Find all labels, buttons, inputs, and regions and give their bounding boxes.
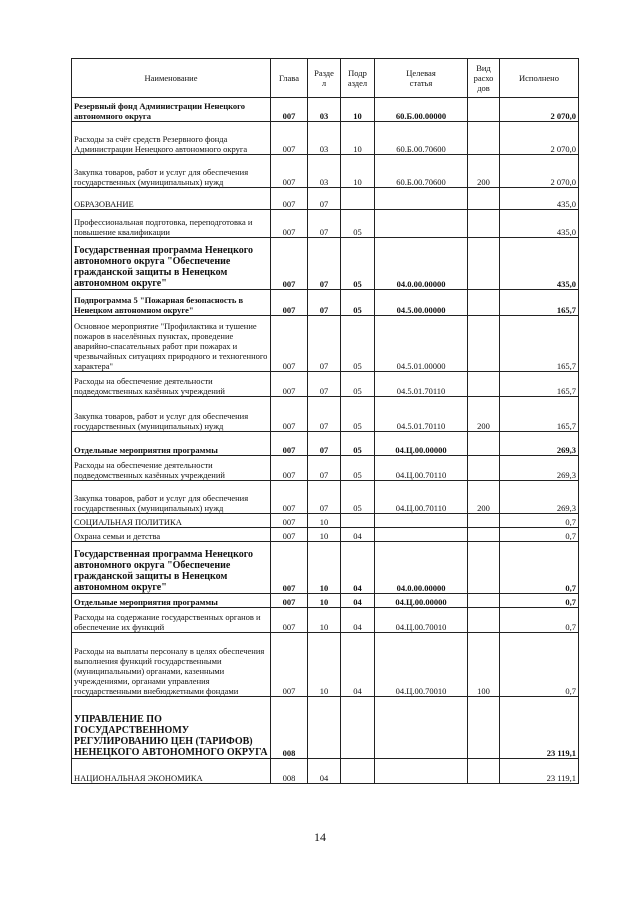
row-amount-cell: 23 119,1 (500, 759, 579, 784)
row-name-cell: УПРАВЛЕНИЕ ПО ГОСУДАРСТВЕННОМУ РЕГУЛИРОВАНИЮ ЦЕН (ТАРИФОВ) НЕНЕЦКОГО АВТОНОМНОГО ОКРУГА (72, 697, 271, 759)
row-statya-cell: 04.Ц.00.70010 (375, 608, 468, 633)
row-razdel-cell: 07 (308, 290, 341, 316)
table-row (72, 481, 579, 514)
row-podrazdel-cell: 04 (341, 594, 375, 608)
row-amount-cell: 435,0 (500, 188, 579, 210)
row-name-cell: Государственная программа Ненецкого автономного округа "Обеспечение гражданской защиты в Ненецком автономном округе" (72, 542, 271, 594)
table-row (72, 155, 579, 188)
row-podrazdel-cell: 05 (341, 397, 375, 432)
row-podrazdel-cell (341, 514, 375, 528)
row-name-cell: Основное мероприятие "Профилактика и тушение пожаров в населённых пунктах, проведение аварийно-спасательных работ при пожарах и чрезвычайных ситуациях природного и техногенного характера" (72, 316, 271, 372)
table-row (72, 633, 579, 697)
row-razdel-cell: 04 (308, 759, 341, 784)
row-podrazdel-cell: 05 (341, 210, 375, 238)
row-statya-cell: 04.Ц.00.00000 (375, 594, 468, 608)
row-name-cell: Расходы за счёт средств Резервного фонда Администрации Ненецкого автономного округа (72, 122, 271, 155)
row-glava-cell: 007 (271, 122, 308, 155)
row-statya-cell (375, 188, 468, 210)
header-glava: Глава (271, 59, 308, 98)
row-amount-cell: 165,7 (500, 290, 579, 316)
row-glava-cell: 007 (271, 542, 308, 594)
row-razdel-cell: 07 (308, 432, 341, 456)
table-body (72, 98, 579, 784)
row-vid-cell (468, 290, 500, 316)
row-vid-cell (468, 594, 500, 608)
row-name-cell: Расходы на обеспечение деятельности подведомственных казённых учреждений (72, 456, 271, 481)
row-amount-cell: 435,0 (500, 238, 579, 290)
row-amount-cell: 269,3 (500, 481, 579, 514)
row-statya-cell: 04.0.00.00000 (375, 542, 468, 594)
row-vid-cell (468, 697, 500, 759)
row-razdel-cell: 03 (308, 98, 341, 122)
budget-table (71, 58, 579, 784)
row-vid-cell (468, 542, 500, 594)
row-name-cell: Охрана семьи и детства (72, 528, 271, 542)
row-name-cell: Расходы на обеспечение деятельности подведомственных казённых учреждений (72, 372, 271, 397)
row-razdel-cell: 03 (308, 155, 341, 188)
row-amount-cell: 435,0 (500, 210, 579, 238)
row-podrazdel-cell (341, 759, 375, 784)
table-row (72, 542, 579, 594)
row-name-cell: Отдельные мероприятия программы (72, 594, 271, 608)
row-podrazdel-cell: 04 (341, 633, 375, 697)
header-razdel: Разде л (308, 59, 341, 98)
table-row (72, 316, 579, 372)
row-vid-cell: 100 (468, 633, 500, 697)
row-name-cell: Расходы на выплаты персоналу в целях обеспечения выполнения функций государственными (муниципальными) органами, казенными учреждениями, органами управления государственными внебюджетными фондами (72, 633, 271, 697)
row-glava-cell: 007 (271, 210, 308, 238)
row-razdel-cell: 07 (308, 481, 341, 514)
row-glava-cell: 007 (271, 594, 308, 608)
row-glava-cell: 007 (271, 608, 308, 633)
header-statya: Целевая статья (375, 59, 468, 98)
row-glava-cell: 007 (271, 290, 308, 316)
row-name-cell: Резервный фонд Администрации Ненецкого автономного округа (72, 98, 271, 122)
row-amount-cell: 269,3 (500, 432, 579, 456)
table-row (72, 528, 579, 542)
row-podrazdel-cell: 04 (341, 608, 375, 633)
row-glava-cell: 007 (271, 98, 308, 122)
row-razdel-cell (308, 697, 341, 759)
row-name-cell: Закупка товаров, работ и услуг для обеспечения государственных (муниципальных) нужд (72, 397, 271, 432)
row-podrazdel-cell: 04 (341, 542, 375, 594)
row-statya-cell: 04.Ц.00.70110 (375, 456, 468, 481)
row-vid-cell (468, 372, 500, 397)
page-number: 14 (314, 830, 326, 844)
row-glava-cell: 007 (271, 397, 308, 432)
row-vid-cell (468, 188, 500, 210)
row-vid-cell (468, 759, 500, 784)
row-vid-cell (468, 238, 500, 290)
table-header-row (72, 59, 579, 98)
row-amount-cell: 165,7 (500, 397, 579, 432)
row-vid-cell (468, 432, 500, 456)
row-vid-cell: 200 (468, 155, 500, 188)
row-glava-cell: 007 (271, 316, 308, 372)
row-name-cell: НАЦИОНАЛЬНАЯ ЭКОНОМИКА (72, 759, 271, 784)
row-statya-cell: 60.Б.00.70600 (375, 122, 468, 155)
row-statya-cell: 04.Ц.00.00000 (375, 432, 468, 456)
row-name-cell: СОЦИАЛЬНАЯ ПОЛИТИКА (72, 514, 271, 528)
row-statya-cell (375, 528, 468, 542)
row-podrazdel-cell: 10 (341, 155, 375, 188)
row-name-cell: ОБРАЗОВАНИЕ (72, 188, 271, 210)
row-razdel-cell: 10 (308, 633, 341, 697)
row-podrazdel-cell: 05 (341, 290, 375, 316)
row-statya-cell: 04.5.01.70110 (375, 397, 468, 432)
row-statya-cell: 04.5.01.00000 (375, 316, 468, 372)
table-row (72, 290, 579, 316)
row-amount-cell: 165,7 (500, 372, 579, 397)
row-amount-cell: 0,7 (500, 514, 579, 528)
row-amount-cell: 0,7 (500, 608, 579, 633)
table-row (72, 432, 579, 456)
row-statya-cell: 60.Б.00.70600 (375, 155, 468, 188)
row-name-cell: Отдельные мероприятия программы (72, 432, 271, 456)
table-row (72, 98, 579, 122)
row-glava-cell: 007 (271, 188, 308, 210)
row-statya-cell: 04.Ц.00.70110 (375, 481, 468, 514)
row-statya-cell (375, 514, 468, 528)
row-glava-cell: 007 (271, 514, 308, 528)
header-name: Наименование (72, 59, 271, 98)
row-vid-cell (468, 528, 500, 542)
row-razdel-cell: 10 (308, 542, 341, 594)
row-statya-cell (375, 697, 468, 759)
table-row (72, 594, 579, 608)
table-row (72, 697, 579, 759)
table-row (72, 456, 579, 481)
table-row (72, 397, 579, 432)
row-name-cell: Закупка товаров, работ и услуг для обеспечения государственных (муниципальных) нужд (72, 481, 271, 514)
row-glava-cell: 007 (271, 155, 308, 188)
header-amount: Исполнено (500, 59, 579, 98)
table-row (72, 238, 579, 290)
row-razdel-cell: 10 (308, 514, 341, 528)
row-razdel-cell: 03 (308, 122, 341, 155)
row-glava-cell: 007 (271, 372, 308, 397)
row-podrazdel-cell: 05 (341, 238, 375, 290)
header-podrazdel: Подр аздел (341, 59, 375, 98)
row-vid-cell: 200 (468, 397, 500, 432)
row-podrazdel-cell: 05 (341, 456, 375, 481)
table-row (72, 372, 579, 397)
row-amount-cell: 23 119,1 (500, 697, 579, 759)
row-statya-cell: 04.Ц.00.70010 (375, 633, 468, 697)
row-razdel-cell: 07 (308, 238, 341, 290)
row-statya-cell: 60.Б.00.00000 (375, 98, 468, 122)
row-vid-cell (468, 122, 500, 155)
row-glava-cell: 007 (271, 432, 308, 456)
row-podrazdel-cell: 05 (341, 316, 375, 372)
row-name-cell: Закупка товаров, работ и услуг для обеспечения государственных (муниципальных) нужд (72, 155, 271, 188)
row-podrazdel-cell: 10 (341, 122, 375, 155)
table-row (72, 188, 579, 210)
row-vid-cell: 200 (468, 481, 500, 514)
row-statya-cell: 04.0.00.00000 (375, 238, 468, 290)
row-name-cell: Государственная программа Ненецкого автономного округа "Обеспечение гражданской защиты в Ненецком автономном округе" (72, 238, 271, 290)
row-razdel-cell: 07 (308, 188, 341, 210)
row-vid-cell (468, 514, 500, 528)
row-amount-cell: 0,7 (500, 594, 579, 608)
row-glava-cell: 007 (271, 633, 308, 697)
row-podrazdel-cell: 10 (341, 98, 375, 122)
row-glava-cell: 007 (271, 456, 308, 481)
row-razdel-cell: 07 (308, 372, 341, 397)
row-statya-cell: 04.5.00.00000 (375, 290, 468, 316)
row-name-cell: Профессиональная подготовка, переподготовка и повышение квалификации (72, 210, 271, 238)
row-amount-cell: 269,3 (500, 456, 579, 481)
row-podrazdel-cell: 05 (341, 481, 375, 514)
table-row (72, 210, 579, 238)
row-name-cell: Расходы на содержание государственных органов и обеспечение их функций (72, 608, 271, 633)
row-vid-cell (468, 210, 500, 238)
table-row (72, 759, 579, 784)
row-razdel-cell: 07 (308, 210, 341, 238)
row-razdel-cell: 10 (308, 608, 341, 633)
row-amount-cell: 165,7 (500, 316, 579, 372)
row-amount-cell: 0,7 (500, 542, 579, 594)
row-razdel-cell: 07 (308, 397, 341, 432)
row-amount-cell: 2 070,0 (500, 122, 579, 155)
row-podrazdel-cell: 04 (341, 528, 375, 542)
table-row (72, 608, 579, 633)
row-amount-cell: 2 070,0 (500, 98, 579, 122)
row-podrazdel-cell (341, 188, 375, 210)
row-razdel-cell: 10 (308, 528, 341, 542)
row-amount-cell: 2 070,0 (500, 155, 579, 188)
row-vid-cell (468, 316, 500, 372)
row-statya-cell (375, 210, 468, 238)
row-podrazdel-cell (341, 697, 375, 759)
row-vid-cell (468, 456, 500, 481)
row-amount-cell: 0,7 (500, 633, 579, 697)
header-vid: Вид расхо дов (468, 59, 500, 98)
row-statya-cell (375, 759, 468, 784)
row-statya-cell: 04.5.01.70110 (375, 372, 468, 397)
row-razdel-cell: 10 (308, 594, 341, 608)
row-name-cell: Подпрограмма 5 "Пожарная безопасность в Ненецком автономном округе" (72, 290, 271, 316)
row-glava-cell: 007 (271, 528, 308, 542)
table-row (72, 122, 579, 155)
row-podrazdel-cell: 05 (341, 432, 375, 456)
row-vid-cell (468, 98, 500, 122)
row-razdel-cell: 07 (308, 316, 341, 372)
row-glava-cell: 007 (271, 238, 308, 290)
row-amount-cell: 0,7 (500, 528, 579, 542)
row-glava-cell: 008 (271, 697, 308, 759)
row-glava-cell: 007 (271, 481, 308, 514)
row-razdel-cell: 07 (308, 456, 341, 481)
row-vid-cell (468, 608, 500, 633)
table-row (72, 514, 579, 528)
row-podrazdel-cell: 05 (341, 372, 375, 397)
row-glava-cell: 008 (271, 759, 308, 784)
